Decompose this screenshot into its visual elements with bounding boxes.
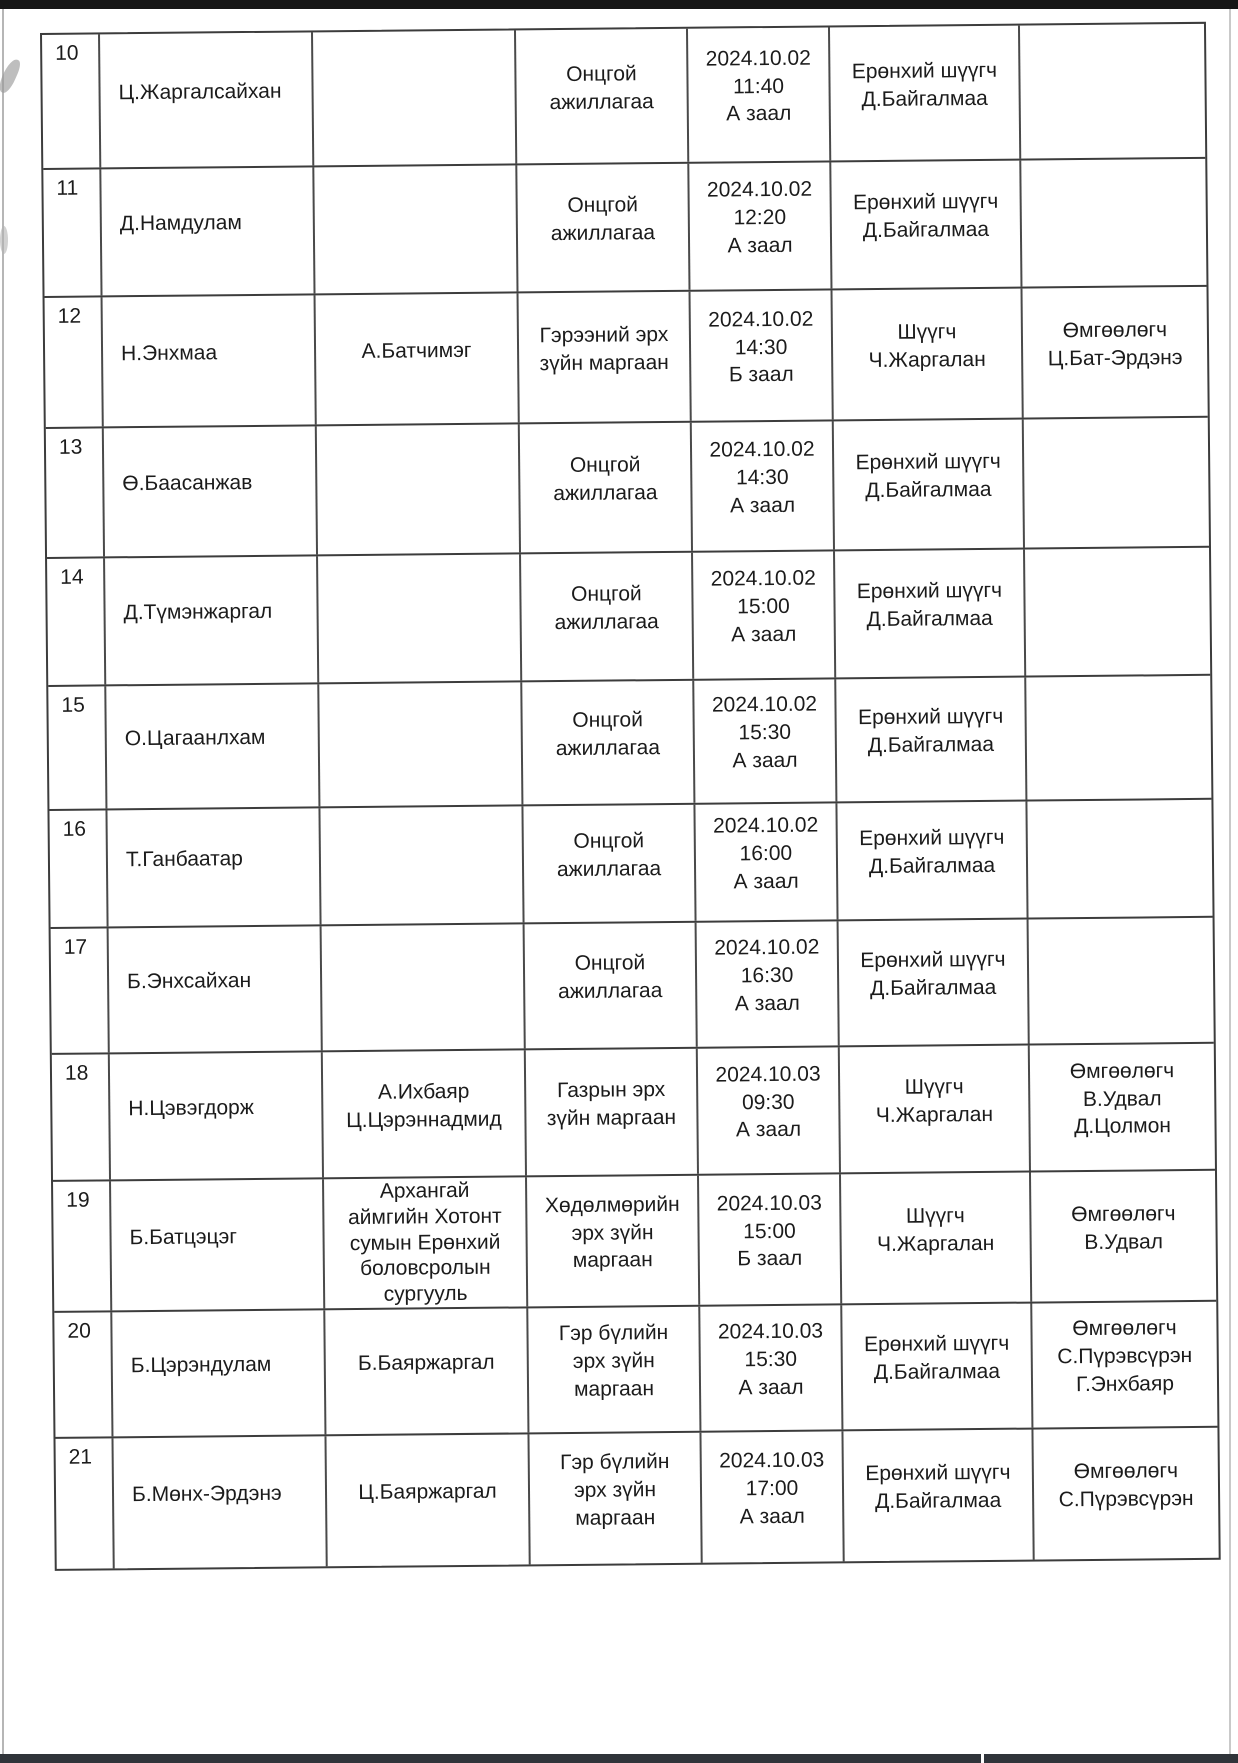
judge-cell: [833, 289, 1024, 420]
scan-smudge: [0, 226, 8, 254]
plaintiff-name: Б.Энхсайхан: [127, 969, 252, 994]
lawyer-name: Өмгөөлөгч В.Удвал Д.Цолмон: [1069, 1059, 1175, 1139]
case-type-cell: [521, 553, 694, 681]
lawyer-cell: [1033, 1428, 1218, 1560]
scan-edge-left-line: [2, 9, 4, 1754]
hearing-datetime-cell: [694, 679, 837, 802]
case-type-cell: [526, 1049, 699, 1176]
hearing-datetime: 2024.10.02 16:30 А заал: [714, 935, 820, 1016]
judge-name: Ерөнхий шүүгч Д.Байгалмаа: [863, 1332, 1010, 1385]
hearing-datetime: 2024.10.02 11:40 А заал: [705, 46, 811, 126]
judge-name: Ерөнхий шүүгч Д.Байгалмаа: [857, 705, 1004, 758]
table-row: [52, 1044, 1215, 1182]
plaintiff-name: Д.Намдулам: [119, 211, 242, 236]
hearing-datetime: 2024.10.02 15:30 А заал: [711, 692, 818, 773]
judge-cell: [830, 26, 1021, 161]
defendant-name: А.Батчимэг: [361, 338, 472, 363]
hearing-datetime: 2024.10.03 15:30 А заал: [717, 1319, 824, 1400]
hearing-datetime: 2024.10.02 15:00 А заал: [710, 567, 816, 647]
row-number-cell: [43, 169, 102, 296]
case-type-cell: [519, 292, 692, 423]
case-type-cell: [522, 681, 695, 805]
defendant-cell: [317, 424, 521, 554]
case-type: Онцгой ажиллагаа: [558, 951, 663, 1004]
plaintiff-cell: [107, 808, 321, 926]
plaintiff-name: Н.Энхмаа: [120, 340, 218, 365]
row-number: 18: [64, 1061, 89, 1085]
hearing-datetime: 2024.10.03 17:00 А заал: [719, 1448, 825, 1529]
plaintiff-cell: [104, 426, 318, 556]
judge-name: Ерөнхий шүүгч Д.Байгалмаа: [855, 450, 1001, 503]
row-number-cell: [53, 1181, 112, 1311]
case-type: Гэрээний эрх зүйн маргаан: [539, 322, 669, 375]
case-type-cell: [516, 29, 689, 164]
judge-cell: [839, 920, 1030, 1046]
hearing-datetime: 2024.10.02 14:30 Б заал: [708, 307, 814, 387]
judge-name: Шүүгч Ч.Жаргалан: [868, 319, 986, 372]
plaintiff-name: Б.Мөнх-Эрдэнэ: [131, 1481, 282, 1507]
defendant-cell: [318, 554, 522, 682]
judge-cell: [834, 420, 1025, 550]
hearing-datetime-cell: [689, 162, 832, 289]
plaintiff-cell: [100, 32, 314, 167]
row-number: 10: [55, 41, 79, 65]
judge-name: Ерөнхий шүүгч Д.Байгалмаа: [856, 579, 1003, 632]
scan-edge-bottom-band: [0, 1754, 1238, 1763]
plaintiff-cell: [113, 1436, 327, 1568]
plaintiff-cell: [109, 926, 323, 1052]
row-number-cell: [46, 428, 105, 557]
row-number: 21: [68, 1445, 93, 1469]
hearing-datetime: 2024.10.03 15:00 Б заал: [716, 1191, 822, 1271]
plaintiff-name: Т.Ганбаатар: [125, 847, 244, 872]
hearing-datetime-cell: [698, 1047, 841, 1173]
table-row: [53, 1171, 1216, 1313]
plaintiff-name: Ц.Жаргалсайхан: [118, 79, 282, 104]
row-number-cell: [54, 1312, 113, 1437]
row-number: 13: [58, 435, 83, 459]
lawyer-name: Өмгөөлөгч В.Удвал: [1071, 1201, 1176, 1254]
judge-name: Ерөнхий шүүгч Д.Байгалмаа: [852, 190, 999, 243]
judge-name: Шүүгч Ч.Жаргалан: [875, 1074, 994, 1127]
defendant-cell: [326, 1434, 530, 1566]
defendant-name: А.Ихбаяр Ц.Цэрэннадмид: [346, 1079, 502, 1132]
hearing-datetime-cell: [699, 1174, 842, 1304]
table-row: [55, 1428, 1218, 1569]
row-number-cell: [52, 1054, 111, 1180]
hearing-datetime: 2024.10.03 09:30 А заал: [715, 1062, 821, 1142]
plaintiff-name: Б.Батцэцэг: [129, 1224, 238, 1249]
table-row: [48, 676, 1211, 811]
table-row: [42, 24, 1205, 170]
table-row: [51, 918, 1214, 1055]
row-number: 16: [62, 817, 87, 841]
case-type: Гэр бүлийн эрх зүйн маргаан: [559, 1450, 670, 1530]
defendant-cell: [313, 30, 517, 165]
hearing-datetime-cell: [688, 27, 831, 161]
case-type: Газрын эрх зүйн маргаан: [546, 1077, 677, 1130]
case-type: Хөдөлмөрийн эрх зүйн маргаан: [544, 1192, 680, 1273]
row-number: 14: [60, 565, 84, 589]
defendant-cell: [323, 1050, 527, 1177]
hearing-datetime-cell: [693, 551, 836, 678]
court-schedule-table: [40, 22, 1221, 1571]
plaintiff-name: Д.Түмэнжаргал: [123, 599, 273, 625]
hearing-datetime-cell: [700, 1305, 843, 1430]
plaintiff-name: О.Цагаанлхам: [124, 726, 266, 751]
table-row: [54, 1302, 1217, 1439]
plaintiff-cell: [110, 1052, 324, 1179]
hearing-datetime-cell: [697, 921, 840, 1046]
defendant-cell: [320, 806, 524, 924]
case-type-cell: [529, 1433, 702, 1565]
row-number-cell: [47, 558, 106, 685]
plaintiff-name: Н.Цэвэгдорж: [128, 1095, 254, 1120]
defendant-cell: [319, 682, 523, 806]
case-type-cell: [528, 1307, 701, 1433]
hearing-datetime-cell: [692, 421, 835, 550]
row-number-cell: [49, 810, 108, 927]
judge-cell: [843, 1430, 1034, 1562]
plaintiff-cell: [111, 1179, 325, 1310]
lawyer-name: Өмгөөлөгч С.Пүрэвсүрэн: [1058, 1459, 1194, 1512]
case-type: Онцгой ажиллагаа: [550, 193, 656, 246]
judge-cell: [836, 678, 1027, 802]
hearing-datetime-cell: [691, 290, 834, 420]
case-type: Гэр бүлийн эрх зүйн маргаан: [558, 1321, 669, 1401]
row-number: 11: [56, 176, 79, 200]
defendant-name: Ц.Баяржаргал: [358, 1479, 497, 1505]
row-number-cell: [45, 297, 104, 427]
lawyer-cell: [1025, 548, 1210, 676]
judge-name: Ерөнхий шүүгч Д.Байгалмаа: [859, 826, 1005, 879]
plaintiff-cell: [112, 1310, 326, 1436]
defendant-cell: [324, 1177, 528, 1308]
lawyer-cell: [1027, 800, 1212, 918]
judge-cell: [841, 1173, 1032, 1304]
scan-edge-top-band: [0, 0, 1238, 9]
row-number: 15: [61, 693, 85, 717]
judge-name: Ерөнхий шүүгч Д.Байгалмаа: [865, 1461, 1011, 1514]
table-row: [45, 287, 1208, 429]
hearing-datetime: 2024.10.02 12:20 А заал: [706, 178, 813, 258]
row-number: 19: [66, 1188, 90, 1212]
case-type: Онцгой ажиллагаа: [554, 582, 659, 635]
plaintiff-name: Ө.Баасанжав: [122, 471, 253, 496]
case-type: Онцгой ажиллагаа: [556, 829, 662, 882]
hearing-datetime-cell: [701, 1431, 844, 1562]
row-number-cell: [48, 686, 107, 809]
defendant-cell: [314, 165, 518, 293]
lawyer-cell: [1030, 1044, 1215, 1171]
plaintiff-name: Б.Цэрэндулам: [130, 1352, 272, 1378]
judge-cell: [842, 1304, 1033, 1430]
defendant-cell: [316, 293, 520, 424]
row-number-cell: [51, 928, 110, 1053]
lawyer-cell: [1029, 918, 1214, 1044]
table-row: [47, 548, 1210, 687]
lawyer-cell: [1026, 676, 1211, 800]
case-type: Онцгой ажиллагаа: [549, 62, 654, 114]
plaintiff-cell: [106, 684, 320, 808]
case-type-cell: [527, 1176, 700, 1307]
hearing-datetime-cell: [695, 803, 838, 920]
case-type-cell: [523, 805, 696, 923]
defendant-name: Б.Баяржаргал: [357, 1350, 495, 1376]
judge-cell: [835, 550, 1026, 678]
case-type: Онцгой ажиллагаа: [555, 708, 661, 761]
lawyer-cell: [1024, 418, 1209, 548]
row-number-cell: [55, 1438, 114, 1569]
hearing-datetime: 2024.10.02 14:30 А заал: [709, 438, 815, 518]
row-number: 17: [63, 935, 88, 959]
lawyer-cell: [1021, 159, 1206, 287]
plaintiff-cell: [105, 556, 319, 684]
judge-name: Ерөнхий шүүгч Д.Байгалмаа: [851, 58, 998, 111]
defendant-name: Архангай аймгийн Хотонт сумын Ерөнхий боловсролын сургууль: [347, 1179, 502, 1306]
case-type-cell: [525, 923, 698, 1049]
judge-name: Ерөнхий шүүгч Д.Байгалмаа: [860, 948, 1006, 1001]
table-row: [49, 800, 1212, 929]
judge-name: Шүүгч Ч.Жаргалан: [876, 1203, 995, 1256]
lawyer-cell: [1020, 24, 1205, 159]
lawyer-cell: [1022, 287, 1207, 418]
case-type-cell: [520, 423, 693, 553]
plaintiff-cell: [103, 295, 317, 426]
row-number: 20: [67, 1319, 91, 1343]
scan-edge-right-line: [1229, 9, 1231, 1754]
hearing-datetime: 2024.10.02 16:00 А заал: [712, 813, 819, 894]
scan-band-notch: [981, 1754, 984, 1763]
lawyer-cell: [1031, 1171, 1216, 1302]
lawyer-cell: [1032, 1302, 1217, 1428]
plaintiff-cell: [101, 167, 315, 295]
defendant-cell: [322, 924, 526, 1050]
table-row: [46, 418, 1209, 559]
case-type-cell: [517, 164, 690, 292]
lawyer-name: Өмгөөлөгч С.Пүрэвсүрэн Г.Энхбаяр: [1057, 1316, 1193, 1396]
table-row: [43, 159, 1206, 298]
row-number: 12: [57, 304, 82, 328]
judge-cell: [840, 1046, 1031, 1173]
case-type: Онцгой ажиллагаа: [553, 453, 658, 506]
lawyer-name: Өмгөөлөгч Ц.Бат-Эрдэнэ: [1047, 317, 1183, 370]
judge-cell: [831, 161, 1022, 289]
judge-cell: [837, 802, 1028, 920]
defendant-cell: [325, 1308, 529, 1434]
row-number-cell: [42, 34, 101, 168]
